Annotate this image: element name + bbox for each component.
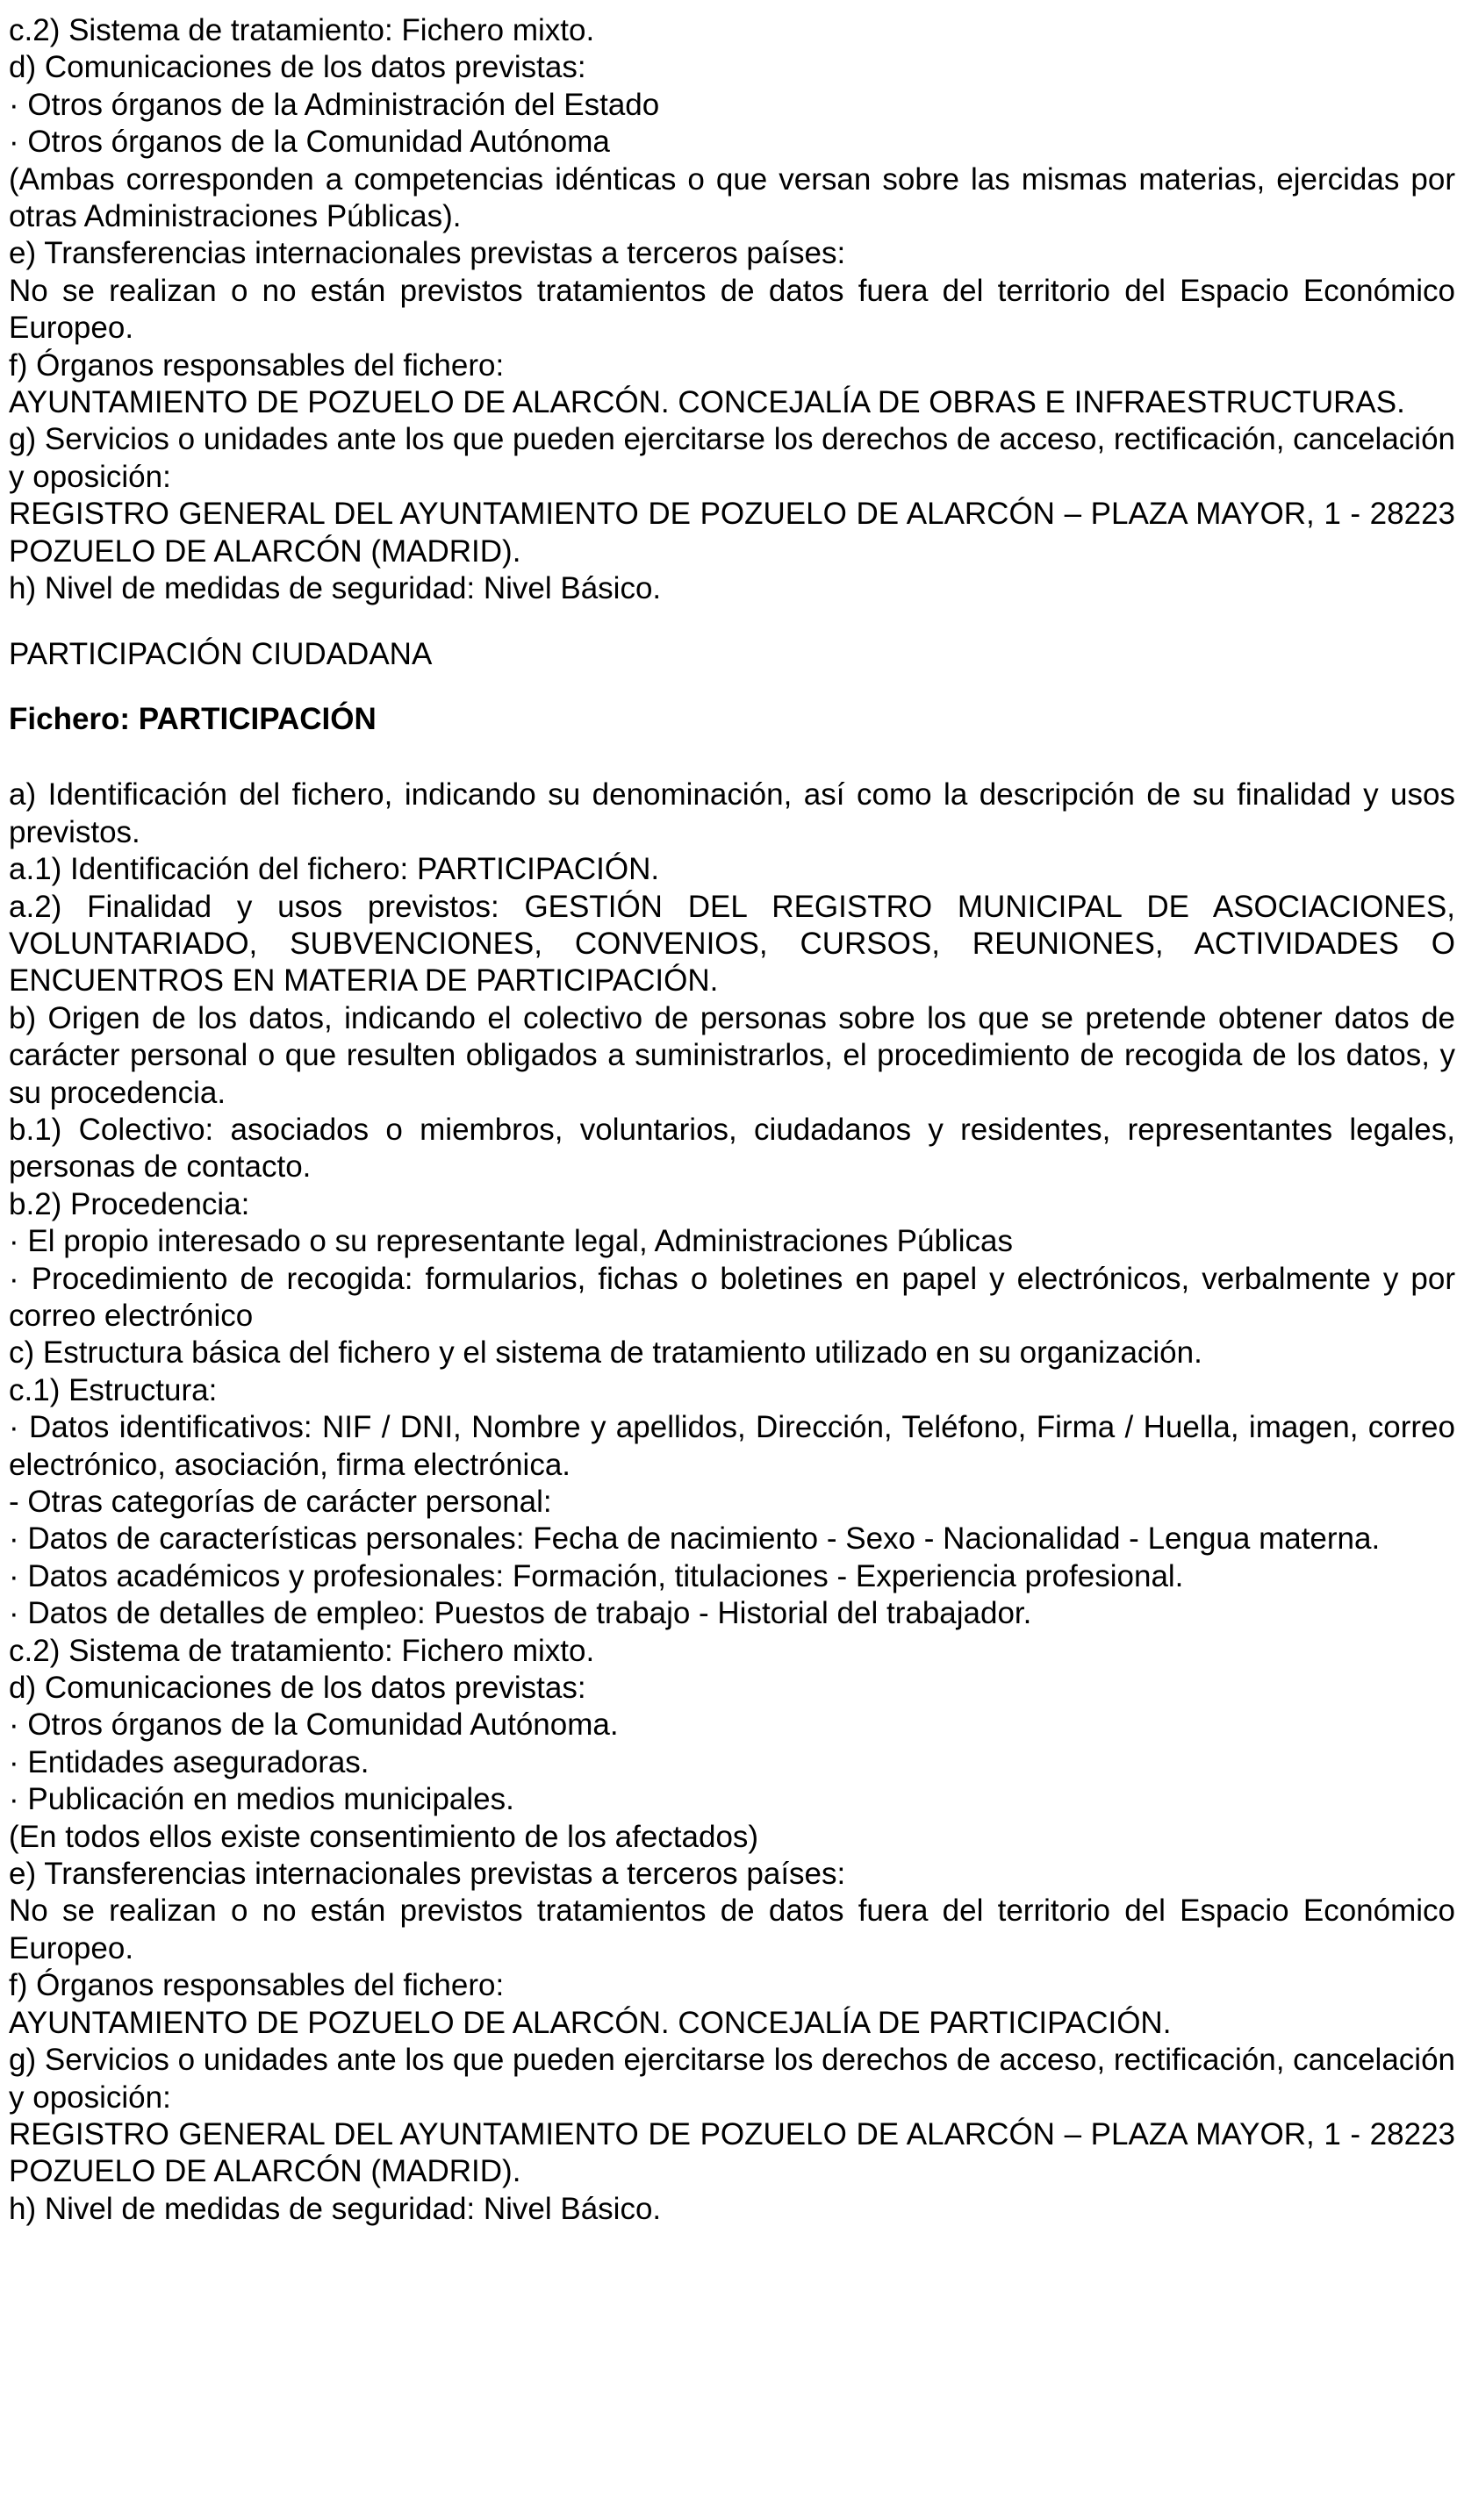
paragraph: (Ambas corresponden a competencias idénticas o que versan sobre las mismas materias, ejercidas por otras Administraciones Públicas). [9, 161, 1455, 234]
paragraph: g) Servicios o unidades ante los que pueden ejercitarse los derechos de acceso, rectificación, cancelación y oposición: [9, 2043, 1455, 2115]
paragraph: h) Nivel de medidas de seguridad: Nivel Básico. [9, 571, 662, 606]
paragraph: b.1) Colectivo: asociados o miembros, voluntarios, ciudadanos y residentes, representantes legales, personas de contacto. [9, 1112, 1455, 1185]
paragraph: c.1) Estructura: [9, 1372, 218, 1407]
previous-file-section [9, 12, 1455, 608]
paragraph: c.2) Sistema de tratamiento: Fichero mixto. [9, 13, 595, 47]
paragraph: e) Transferencias internacionales previstas a terceros países: [9, 236, 846, 271]
paragraph: h) Nivel de medidas de seguridad: Nivel Básico. [9, 2191, 662, 2226]
paragraph: · Otros órganos de la Comunidad Autónoma. [9, 1707, 619, 1743]
paragraph: · Procedimiento de recogida: formularios, fichas o boletines en papel y electrónicos, verbalmente y por correo electrónico [9, 1261, 1455, 1333]
paragraph: b) Origen de los datos, indicando el colectivo de personas sobre los que se pretende obtener datos de carácter personal o que resulten obligados a suministrarlos, el procedimiento de recogida de los datos, y su procedencia. [9, 1000, 1455, 1110]
paragraph: d) Comunicaciones de los datos previstas: [9, 50, 586, 85]
paragraph: · Otros órganos de la Comunidad Autónoma [9, 125, 610, 160]
paragraph: REGISTRO GENERAL DEL AYUNTAMIENTO DE POZUELO DE ALARCÓN – PLAZA MAYOR, 1 - 28223 POZUELO DE ALARCÓN (MADRID). [9, 2116, 1455, 2189]
paragraph: · Datos de características personales: Fecha de nacimiento - Sexo - Nacionalidad - Lengua materna. [9, 1521, 1381, 1557]
paragraph: No se realizan o no están previstos tratamientos de datos fuera del territorio del Espacio Económico Europeo. [9, 1894, 1455, 1965]
file-heading: Fichero: PARTICIPACIÓN [9, 701, 377, 736]
paragraph: REGISTRO GENERAL DEL AYUNTAMIENTO DE POZUELO DE ALARCÓN – PLAZA MAYOR, 1 - 28223 POZUELO DE ALARCÓN (MADRID). [9, 497, 1455, 569]
paragraph: (En todos ellos existe consentimiento de los afectados) [9, 1819, 759, 1854]
paragraph: a) Identificación del fichero, indicando su denominación, así como la descripción de su finalidad y usos previstos. [9, 777, 1455, 849]
paragraph: b.2) Procedencia: [9, 1186, 250, 1221]
participacion-file-section [9, 777, 1455, 2228]
paragraph: c.2) Sistema de tratamiento: Fichero mixto. [9, 1633, 595, 1668]
paragraph: f) Órganos responsables del fichero: [9, 1968, 505, 2003]
paragraph: e) Transferencias internacionales previstas a terceros países: [9, 1857, 846, 1892]
paragraph: · Datos académicos y profesionales: Formación, titulaciones - Experiencia profesional. [9, 1558, 1184, 1593]
paragraph: · Publicación en medios municipales. [9, 1782, 514, 1817]
paragraph: AYUNTAMIENTO DE POZUELO DE ALARCÓN. CONCEJALÍA DE OBRAS E INFRAESTRUCTURAS. [9, 385, 1405, 420]
paragraph: · Entidades aseguradoras. [9, 1744, 370, 1779]
paragraph: a.1) Identificación del fichero: PARTICIPACIÓN. [9, 852, 660, 887]
paragraph: f) Órganos responsables del fichero: [9, 347, 505, 383]
paragraph: · Datos identificativos: NIF / DNI, Nombre y apellidos, Dirección, Teléfono, Firma / Huella, imagen, correo electrónico, asociación, firma electrónica. [9, 1410, 1455, 1482]
paragraph: AYUNTAMIENTO DE POZUELO DE ALARCÓN. CONCEJALÍA DE PARTICIPACIÓN. [9, 2005, 1172, 2040]
paragraph: d) Comunicaciones de los datos previstas: [9, 1671, 586, 1706]
paragraph: · El propio interesado o su representante legal, Administraciones Públicas [9, 1224, 1013, 1259]
paragraph: a.2) Finalidad y usos previstos: GESTIÓN DEL REGISTRO MUNICIPAL DE ASOCIACIONES, VOLUNTARIADO, SUBVENCIONES, CONVENIOS, CURSOS, REUNIONES, ACTIVIDADES O ENCUENTROS EN MATERIA DE PARTICIPACIÓN. [9, 889, 1455, 999]
paragraph: g) Servicios o unidades ante los que pueden ejercitarse los derechos de acceso, rectificación, cancelación y oposición: [9, 422, 1455, 494]
paragraph: - Otras categorías de carácter personal: [9, 1485, 552, 1519]
paragraph: c) Estructura básica del fichero y el sistema de tratamiento utilizado en su organización. [9, 1335, 1202, 1371]
paragraph: · Datos de detalles de empleo: Puestos de trabajo - Historial del trabajador. [9, 1596, 1032, 1631]
paragraph: No se realizan o no están previstos tratamientos de datos fuera del territorio del Espacio Económico Europeo. [9, 273, 1455, 346]
section-heading: PARTICIPACIÓN CIUDADANA [9, 636, 433, 671]
document-page [9, 12, 1455, 2228]
paragraph: · Otros órganos de la Administración del Estado [9, 87, 660, 122]
